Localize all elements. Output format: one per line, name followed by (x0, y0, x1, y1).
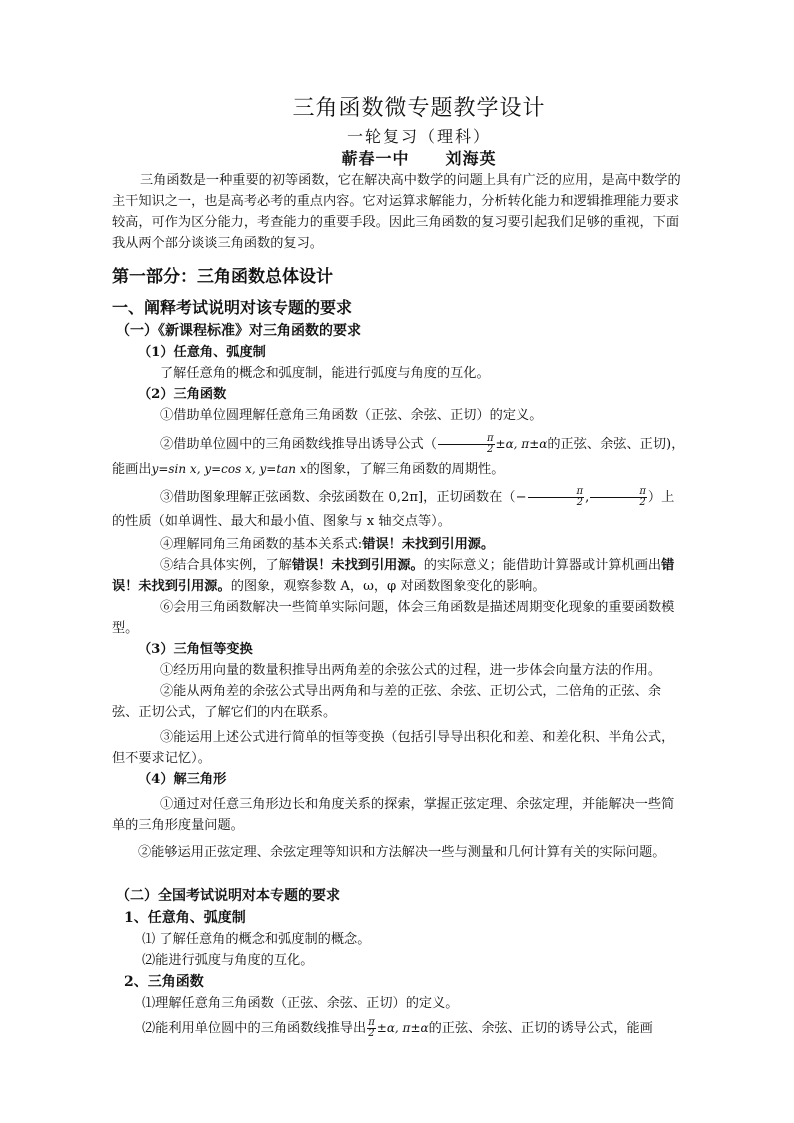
subsection3-heading: （3）三角恒等变换 (138, 642, 253, 657)
document-page (112, 92, 686, 1041)
national-item1-1: ⑴ 了解任意角的概念和弧度制的概念。 (142, 932, 371, 947)
s3-item2: ②能从两角差的余弦公式导出两角和与差的正弦、余弦、正切公式，二倍角的正弦、余弦、正切公式，了解它们的内在联系。 (112, 684, 662, 720)
s2-item6: ⑥会用三角函数解决一些简单实际问题，体会三角函数是描述周期变化现象的重要函数模型。 (112, 600, 675, 636)
s2-item2-math: ±α, π±α (495, 437, 548, 451)
s2-item2 (112, 432, 686, 482)
subsection1-text: 了解任意角的概念和弧度制，能进行弧度与角度的互化。 (160, 366, 490, 381)
s2-item5-text-a: ⑤结合具体实例，了解 (160, 558, 292, 573)
s2-item2-text-d: 的图象，了解三角函数的周期性。 (306, 462, 505, 477)
frac-den: 2 (368, 1028, 375, 1039)
national-item2-2 (142, 1016, 686, 1041)
part1-heading: 第一部分：三角函数总体设计 (112, 267, 333, 287)
s2-item5-text-c: 的图象，观察参数 A，ω，φ 对函数图象变化的影响。 (230, 579, 546, 594)
section1-1-heading: （一）《新课程标准》对三角函数的要求 (116, 323, 361, 339)
s2-item1: ①借助单位圆理解任意角三角函数（正弦、余弦、正切）的定义。 (160, 408, 543, 423)
s2-item5-text-b: 的实际意义；能借助计算器或计算机画出 (423, 558, 662, 573)
section1-heading: 一、阐释考试说明对该专题的要求 (112, 298, 353, 317)
pi-over-2-fraction-1 (528, 487, 585, 508)
s2-item2-funcs: y=sin x, y=cos x, y=tan x (151, 462, 307, 476)
s2-item2-text-a: ②借助单位圆中的三角函数线推导出诱导公式（ (160, 437, 437, 452)
missing-reference-error: 错误！未找到引用源。 (291, 558, 424, 573)
missing-reference-error: 错误！未找到引用源。 (362, 537, 495, 552)
s4-item2: ②能够运用正弦定理、余弦定理等知识和方法解决一些与测量和几何计算有关的实际问题。 (138, 845, 666, 860)
n2-item2-math: ±α, π±α (376, 1021, 429, 1035)
frac-den: 2 (487, 444, 494, 455)
s2-item3 (112, 486, 686, 534)
frac-num: π (368, 1017, 375, 1028)
s3-item1: ①经历用向量的数量积推导出两角差的余弦公式的过程，进一步体会向量方法的作用。 (160, 663, 662, 678)
pi-over-2-fraction (367, 1018, 376, 1039)
pi-over-2-fraction (438, 434, 495, 455)
subsection4-heading: （4）解三角形 (138, 772, 227, 787)
comma: , (585, 490, 590, 505)
s4-item1: ①通过对任意三角形边长和角度关系的探索，掌握正弦定理、余弦定理，并能解决一些简单的三角形度量问题。 (112, 797, 675, 833)
national-item1-2: ⑵能进行弧度与角度的互化。 (142, 953, 314, 968)
s2-item3-text-a: ③借助图象理解正弦函数、余弦函数在 0,2π]，正切函数在（− (160, 490, 527, 505)
frac-num: π (438, 434, 495, 445)
author-name: 刘海英 (445, 149, 497, 168)
frac-den: 2 (576, 497, 583, 508)
national-item2-1: ⑴理解任意角三角函数（正弦、余弦、正切）的定义。 (142, 996, 459, 1011)
doc-title: 三角函数微专题教学设计 (292, 96, 546, 121)
s2-item2-text-c: 的正弦、余弦、正切)，能画出 (112, 437, 685, 477)
s3-item3: ③能运用上述公式进行简单的恒等变换（包括引导导出积化和差、和差化积、半角公式，但不要求记忆）。 (112, 730, 675, 766)
section1-2-heading: （二）全国考试说明对本专题的要求 (116, 888, 340, 904)
pi-over-2-fraction-2 (590, 487, 647, 508)
doc-subtitle: 一轮复习（理科） (346, 127, 491, 146)
n2-item2-text-a: ⑵能利用单位圆中的三角函数线推导出 (142, 1021, 367, 1036)
doc-author (152, 148, 686, 170)
s2-item4 (160, 534, 686, 555)
national-item2-heading: 2、三角函数 (124, 974, 204, 990)
national-item1-heading: 1、任意角、弧度制 (124, 910, 246, 926)
intro-paragraph: 三角函数是一种重要的初等函数，它在解决高中数学的问题上具有广泛的应用，是高中数学的主干知识之一，也是高考必考的重点内容。它对运算求解能力，分析转化能力和逻辑推理能力要求较高，可作为区分能力，考查能力的重要手段。因此三角函数的复习要引起我们足够的重视，下面我从两个部分谈谈三角函数的复习。 (112, 173, 681, 251)
subsection2-heading: （2）三角函数 (138, 387, 227, 402)
missing-reference-error: 错误！未找到引用源。 (112, 558, 675, 594)
s2-item4-text: ④理解同角三角函数的基本关系式: (160, 537, 363, 552)
frac-num: π (528, 487, 585, 498)
author-school: 蕲春一中 (341, 149, 410, 168)
frac-num: π (590, 487, 647, 498)
s2-item3-text-b: ）上的性质（如单调性、最大和最小值、图象与 x 轴交点等）。 (112, 490, 675, 529)
subsection1-heading: （1）任意角、弧度制 (138, 345, 266, 360)
n2-item2-text-c: 的正弦、余弦、正切的诱导公式，能画 (428, 1021, 653, 1036)
s2-item5 (112, 555, 686, 597)
frac-den: 2 (639, 497, 646, 508)
